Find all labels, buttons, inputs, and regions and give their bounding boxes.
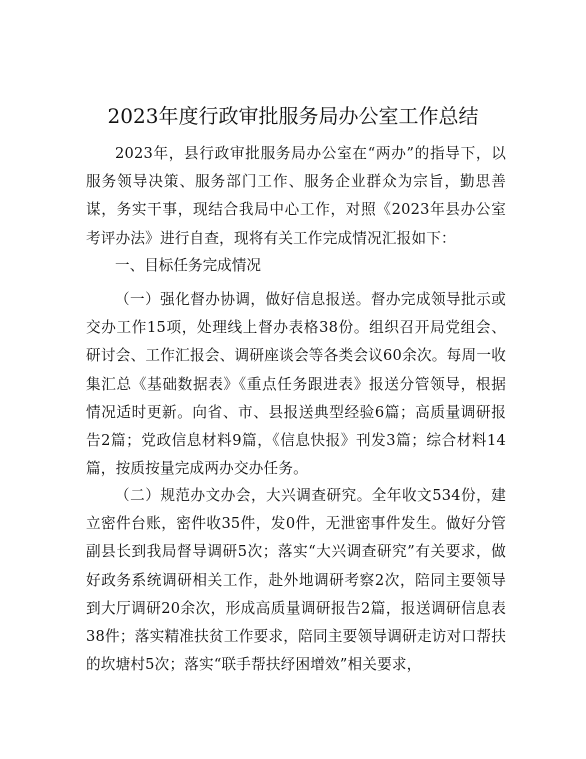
item-2-paragraph: （二）规范办文办会，大兴调查研究。全年收文534份，建立密件台账，密件收35件，发0件，无泄密事件发生。做好分管副县长到我局督导调研5次；落实“大兴调查研究”有关要求，做好政务系统调研相关工作，赴外地调研考察2次，陪同主要领导到大厅调研20余次，形成高质量调研报告2篇，报送调研信息表38件；落实精准扶贫工作要求，陪同主要领导调研走访对口帮扶的坎塘村5次；落实“联手帮扶纾困增效”相关要求， — [86, 487, 506, 674]
section-heading: 一、目标任务完成情况 — [115, 257, 261, 274]
item-1-paragraph: （一）强化督办协调，做好信息报送。督办完成领导批示或交办工作15项，处理线上督办表格38份。组织召开局党组会、研讨会、工作汇报会、调研座谈会等各类会议60余次。每周一收集汇总《基础数据表》《重点任务跟进表》报送分管领导，根据情况适时更新。向省、市、县报送典型经验6篇；高质量调研报告2篇；党政信息材料9篇，《信息快报》刊发3篇；综合材料14篇，按质按量完成两办交办任务。 — [86, 291, 506, 478]
intro-paragraph: 2023年，县行政审批服务局办公室在“两办”的指导下，以服务领导决策、服务部门工作、服务企业群众为宗旨，勤思善谋，务实干事，现结合我局中心工作，对照《2023年县办公室考评办法》进行自查，现将有关工作完成情况汇报如下： — [86, 145, 506, 247]
document-title: 2023年度行政审批服务局办公室工作总结 — [107, 104, 479, 128]
